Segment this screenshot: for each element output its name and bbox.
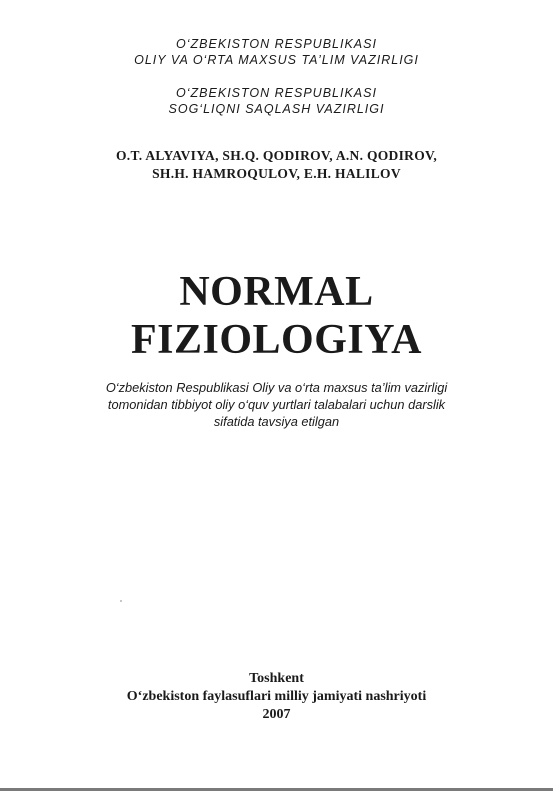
author-list — [0, 147, 553, 183]
imprint-publisher: O‘zbekiston faylasuflari milliy jamiyati nashriyoti — [126, 689, 427, 704]
authors-line-1: O.T. ALYAVIYA, SH.Q. QODIROV, A.N. QODIROV, — [116, 148, 437, 163]
imprint-city: Toshkent — [249, 671, 304, 686]
approval-note-line-1: O‘zbekiston Respublikasi Oliy va o‘rta maxsus ta’lim vazirligi — [105, 380, 448, 395]
publisher-imprint — [0, 670, 553, 724]
book-title-line-1: NORMAL — [179, 269, 374, 315]
approval-note-line-2: tomonidan tibbiyot oliy o‘quv yurtlari talabalari uchun darslik — [107, 397, 446, 412]
approval-note-line-3: sifatida tavsiya etilgan — [213, 414, 340, 429]
ministry-1-line-1: O‘ZBEKISTON RESPUBLIKASI — [176, 37, 377, 51]
approval-note — [0, 379, 553, 430]
book-title-line-2: FIZIOLOGIYA — [130, 317, 423, 363]
ministry-of-education-header — [0, 36, 553, 68]
ministry-2-line-2: SOG‘LIQNI SAQLASH VAZIRLIGI — [168, 102, 385, 116]
ministry-2-line-1: O‘ZBEKISTON RESPUBLIKASI — [176, 86, 377, 100]
ministry-of-health-header — [0, 85, 553, 117]
ministry-1-line-2: OLIY VA O‘RTA MAXSUS TA’LIM VAZIRLIGI — [134, 53, 419, 67]
authors-line-2: SH.H. HAMROQULOV, E.H. HALILOV — [152, 166, 401, 181]
scan-speck — [120, 600, 122, 602]
book-title — [0, 268, 553, 364]
imprint-year: 2007 — [262, 707, 291, 722]
